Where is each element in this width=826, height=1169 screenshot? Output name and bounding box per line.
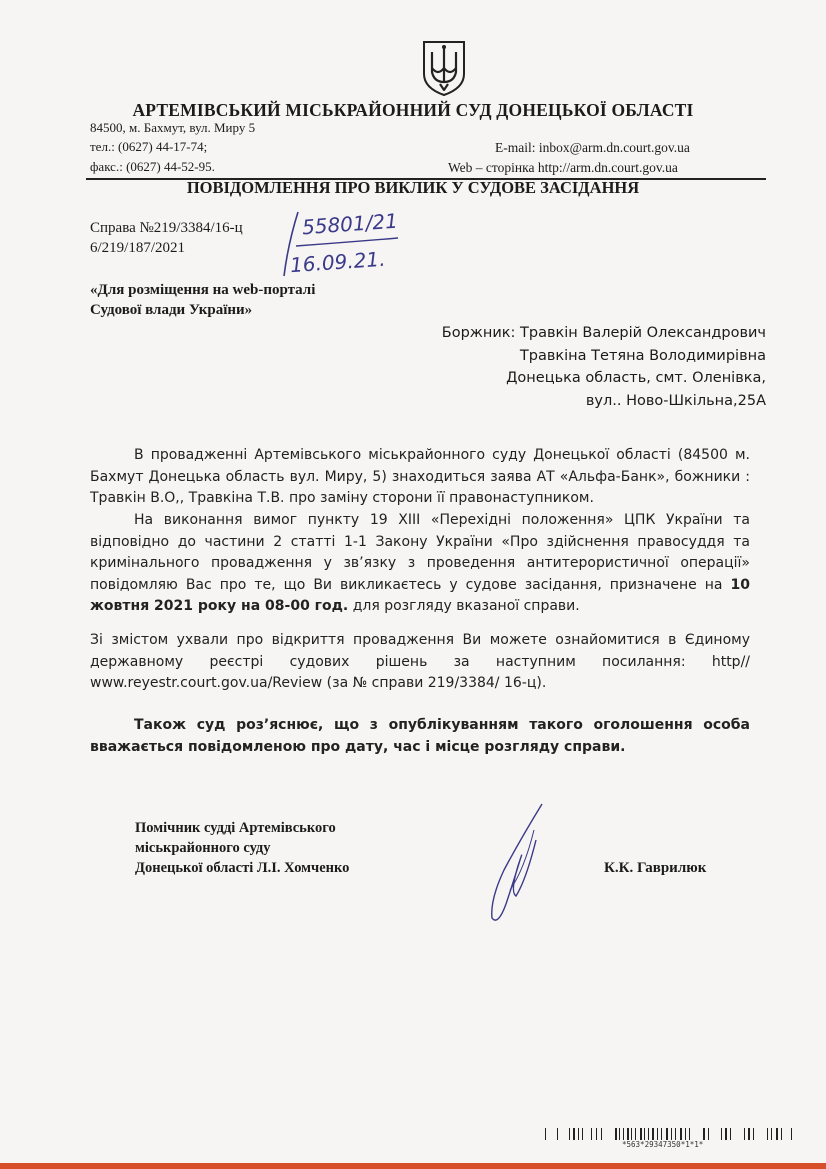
barcode-text: *563*29347350*1*1* (622, 1140, 704, 1149)
registration-date-handwritten: 16.09.21. (289, 246, 387, 278)
publication-note (90, 280, 315, 320)
debtor-line: вул.. Ново-Шкільна,25А (585, 392, 766, 409)
signatory-line: Помічник судді Артемівського (135, 820, 336, 836)
debtor-block (442, 322, 766, 412)
paragraph-text: На виконання вимог пункту 19 ХІІІ «Перехідні положення» ЦПК України та відповідно до частини 2 статті 1-1 Закону України «Про здійснення правосуддя та кримінального провадження у зв’язку з проведення антитерористичної операції» повідомляю Вас про те, що Ви викликаєтесь у судове засідання, призначене на (90, 512, 750, 593)
court-web: Web – сторінка http://arm.dn.court.gov.ua (448, 160, 678, 175)
notice-title: ПОВІДОМЛЕННЯ ПРО ВИКЛИК У СУДОВЕ ЗАСІДАННЯ (186, 178, 640, 197)
paragraph-text: В провадженні Артемівського міськрайонного суду Донецької області (84500 м. Бахмут Донецька область вул. Миру, 5) знаходиться заява АТ «Альфа-Банк», божники : Травкін В.О,, Травкіна Т.В. про заміну сторони її правонаступником. (90, 447, 750, 506)
debtor-line: Травкіна Тетяна Володимирівна (519, 347, 766, 364)
judge-name: К.К. Гаврилюк (604, 860, 707, 876)
paragraph-proceeding (90, 445, 750, 510)
paragraph-text: для розгляду вказаної справи. (348, 598, 580, 614)
paragraph-clarification (90, 715, 750, 758)
paragraph-summons (90, 510, 750, 618)
publication-note-line: Судової влади України» (90, 302, 253, 318)
paragraph-text: Також суд роз’яснює, що з опублікуванням такого оголошення особа вважається повідомленою про дату, час і місце розгляду справи. (90, 717, 750, 755)
case-number: Справа №219/3384/16-ц (90, 220, 243, 236)
hearing-date: 10 жовтня 2021 року на 08-00 год. (90, 576, 750, 614)
paragraph-text: Зі змістом ухвали про відкриття провадження Ви можете ознайомитися в Єдиному державному реєстрі судових рішень за наступним посилання: http// www.reyestr.court.gov.ua/Review (за № справи 219/3384/ 16-ц). (90, 632, 750, 691)
debtor-line: Донецька область, смт. Оленівка, (506, 370, 766, 386)
barcode (545, 1128, 795, 1140)
court-address: 84500, м. Бахмут, вул. Миру 5 (90, 120, 256, 135)
case-reg-number: 6/219/187/2021 (90, 240, 186, 256)
coat-of-arms-icon (420, 38, 468, 98)
signatory-line: міськрайонного суду (135, 840, 271, 856)
court-phone: тел.: (0627) 44-17-74; (90, 139, 208, 154)
signatory-block (135, 818, 349, 878)
court-email: E-mail: inbox@arm.dn.court.gov.ua (495, 140, 690, 155)
debtor-line: Боржник: Травкін Валерій Олександрович (441, 325, 766, 341)
paragraph-registry (90, 630, 750, 695)
registration-number-handwritten: 55801/21 (301, 208, 399, 240)
court-fax: факс.: (0627) 44-52-95. (90, 159, 215, 174)
court-title: АРТЕМІВСЬКИЙ МІСЬКРАЙОННИЙ СУД ДОНЕЦЬКОЇ ОБЛАСТІ (132, 100, 694, 120)
handwritten-signature (480, 800, 560, 930)
scan-edge (0, 1163, 826, 1169)
signatory-line: Донецької області Л.І. Хомченко (135, 860, 350, 876)
publication-note-line: «Для розміщення на web-порталі (90, 282, 316, 298)
